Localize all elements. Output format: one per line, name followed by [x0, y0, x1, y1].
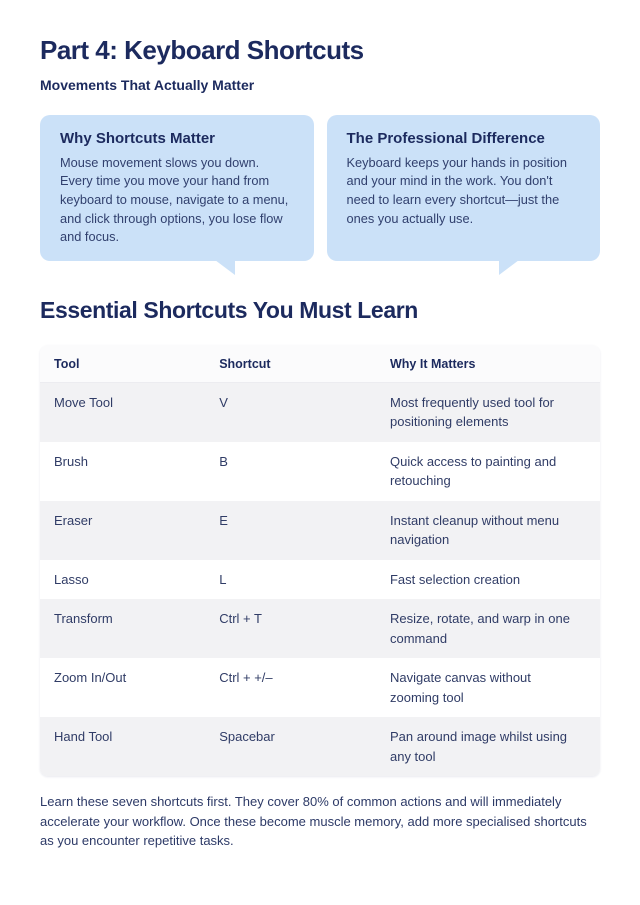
callout-title: The Professional Difference [346, 129, 545, 147]
why-cell: Most frequently used tool for positioning elements [376, 383, 600, 442]
closing-paragraph: Learn these seven shortcuts first. They cover 80% of common actions and will immediately accelerate your workflow. Once these become muscle memory, add more specialised shortcuts as you encounter repetitive tasks. [40, 794, 587, 849]
speech-bubble-tail [215, 260, 235, 275]
why-cell: Navigate canvas without zooming tool [376, 658, 600, 717]
table-row [40, 658, 600, 717]
why-cell: Quick access to painting and retouching [376, 442, 600, 501]
column-header-tool: Tool [40, 345, 205, 383]
section-heading: Essential Shortcuts You Must Learn [40, 296, 418, 323]
why-cell: Resize, rotate, and warp in one command [376, 599, 600, 658]
tool-cell: Transform [40, 599, 205, 658]
page-subtitle: Movements That Actually Matter [40, 76, 255, 93]
shortcut-cell: Ctrl + T [205, 599, 376, 658]
tool-cell: Zoom In/Out [40, 658, 205, 717]
why-cell: Instant cleanup without menu navigation [376, 501, 600, 560]
table-row [40, 383, 600, 442]
shortcut-cell: E [205, 501, 376, 560]
tool-cell: Move Tool [40, 383, 205, 442]
shortcut-cell: Ctrl + +/– [205, 658, 376, 717]
why-cell: Pan around image whilst using any tool [376, 717, 600, 776]
table-row [40, 599, 600, 658]
shortcut-cell: B [205, 442, 376, 501]
shortcut-cell: V [205, 383, 376, 442]
tool-cell: Brush [40, 442, 205, 501]
table-header-row [40, 345, 600, 383]
page-title: Part 4: Keyboard Shortcuts [40, 35, 364, 65]
tool-cell: Lasso [40, 560, 205, 600]
tool-cell: Eraser [40, 501, 205, 560]
callout-title: Why Shortcuts Matter [60, 129, 216, 147]
shortcut-cell: L [205, 560, 376, 600]
table-row [40, 717, 600, 776]
speech-bubble-tail [499, 260, 519, 275]
why-cell: Fast selection creation [376, 560, 600, 600]
callout-body: Keyboard keeps your hands in position and your mind in the work. You don't need to learn every shortcut—just the ones you actually use. [346, 154, 568, 226]
table-row [40, 560, 600, 600]
shortcut-cell: Spacebar [205, 717, 376, 776]
callout-professional-difference [327, 115, 601, 261]
table-row [40, 442, 600, 501]
callout-body: Mouse movement slows you down. Every time you move your hand from keyboard to mouse, navigate to a menu, and click through options, you lose flow and focus. [60, 154, 289, 245]
callout-row [40, 115, 600, 261]
shortcuts-table [40, 345, 600, 777]
column-header-shortcut: Shortcut [205, 345, 376, 383]
column-header-why-it-matters: Why It Matters [376, 345, 600, 383]
tool-cell: Hand Tool [40, 717, 205, 776]
callout-why-shortcuts-matter [40, 115, 314, 261]
table-row [40, 501, 600, 560]
